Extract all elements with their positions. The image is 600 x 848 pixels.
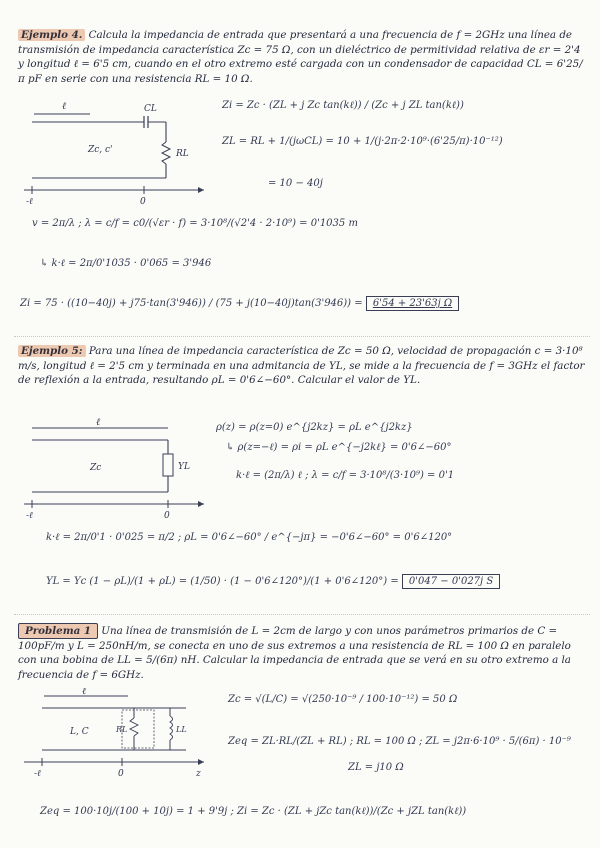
ex4-result-box: 6'54 + 23'63j Ω xyxy=(366,296,459,311)
ex5-length-label: ℓ xyxy=(96,418,101,428)
ex5-zc-label: Zc xyxy=(90,463,102,473)
example-4-label: Ejemplo 4. xyxy=(18,29,85,41)
prob1-z-axis-label: z xyxy=(196,769,201,779)
problem-1-circuit-diagram xyxy=(18,688,218,780)
ex5-admittance-expression: YL = Yc (1 − ρL)/(1 + ρL) = (1/50) · (1 − 0'6∠120°)/(1 + 0'6∠120°) xyxy=(46,576,388,587)
ex5-zero-label: 0 xyxy=(164,511,170,521)
example-4-circuit-diagram xyxy=(18,98,218,208)
example-5-text: Para una línea de impedancia característica de Zc = 50 Ω, velocidad de propagación c = 3·10⁸ m/s, longitud ℓ = 2'5 cm y terminada en una admitancia de YL, se mide a la frecuencia de f = 3GHz el factor de reflexión a la entrada, resultando ρL = 0'6∠−60°. Calcular el valor de YL. xyxy=(18,345,585,386)
ex4-zc-label: Zc, c' xyxy=(88,145,113,155)
ex4-cl-label: CL xyxy=(144,104,157,114)
prob1-zero-label: 0 xyxy=(118,769,124,779)
prob1-characteristic-impedance: Zc = √(L/C) = √(250·10⁻⁹ / 100·10⁻¹²) = 50 Ω xyxy=(228,694,458,705)
ex5-wavelength-formula: k·ℓ = (2π/λ) ℓ ; λ = c/f = 3·10⁸/(3·10⁹) = 0'1 xyxy=(236,470,455,481)
example-4-statement xyxy=(18,28,586,86)
ex4-wavelength-formula: v = 2π/λ ; λ = c/f = c0/(√εr · f) = 3·10⁸/(√2'4 · 2·10⁹) = 0'1035 m xyxy=(32,218,358,229)
ex5-yl-label: YL xyxy=(178,462,190,472)
ex4-load-impedance-formula: ZL = RL + 1/(jωCL) = 10 + 1/(j·2π·2·10⁹·(6'25/π)·10⁻¹²) xyxy=(222,136,503,147)
prob1-minus-l-label: -ℓ xyxy=(34,769,41,779)
ex4-input-impedance-formula: Zi = Zc · (ZL + j Zc tan(kℓ)) / (Zc + j ZL tan(kℓ)) xyxy=(222,100,464,111)
example-4-text: Calcula la impedancia de entrada que presentará a una frecuencia de f = 2GHz una línea de transmisión de impedancia característica Zc = 75 Ω, con un dieléctrico de permitividad relativa de εr = 2'4 y longitud ℓ = 6'5 cm, cuando en el otro extremo esté cargada con un condensador de capacidad CL = 6'25/π pF en serie con una resistencia RL = 10 Ω. xyxy=(18,29,583,85)
prob1-final-formulas: Zeq = 100·10j/(100 + 10j) = 1 + 9'9j ; Zi = Zc · (ZL + jZc tan(kℓ))/(Zc + jZL tan(kℓ)) xyxy=(40,806,467,817)
prob1-ll-label: LL xyxy=(176,725,187,734)
problem-1-text: Una línea de transmisión de L = 2cm de largo y con unos parámetros primarios de C = 100pF/m y L = 250nH/m, se conecta en uno de sus extremos a una resistencia de RL = 100 Ω en paralelo con una bobina de LL = 5/(6π) nH. Calcular la impedancia de entrada que se verá en su otro extremo a la frecuencia de f = 6GHz. xyxy=(18,625,571,681)
prob1-equivalent-impedance: Zeq = ZL·RL/(ZL + RL) ; RL = 100 Ω ; ZL = j2π·6·10⁹ · 5/(6π) · 10⁻⁹ xyxy=(228,736,571,747)
ex5-admittance-formula: YL = Yc (1 − ρL)/(1 + ρL) = (1/50) · (1 − 0'6∠120°)/(1 + 0'6∠120°) = 0'047 − 0'027j S xyxy=(46,576,500,587)
ex5-reflection-formula: ρ(z) = ρ(z=0) e^{j2kz} = ρL e^{j2kz} xyxy=(216,422,413,433)
prob1-rl-label: RL xyxy=(116,725,128,734)
ex4-rl-label: RL xyxy=(176,149,189,159)
example-5-statement xyxy=(18,344,586,388)
ex4-minus-l-label: -ℓ xyxy=(26,197,33,207)
ex5-input-reflection: ↳ ρ(z=−ℓ) = ρi = ρL e^{−j2kℓ} = 0'6∠−60° xyxy=(226,442,452,453)
prob1-length-label: ℓ xyxy=(82,688,87,697)
ex4-electrical-length: ↳ k·ℓ = 2π/0'1035 · 0'065 = 3'946 xyxy=(40,258,212,269)
ex4-final-expression: Zi = 75 · ((10−40j) + j75·tan(3'946)) / (75 + j(10−40j)tan(3'946)) xyxy=(20,298,352,309)
ex5-minus-l-label: -ℓ xyxy=(26,511,33,521)
ex4-zero-label: 0 xyxy=(140,197,146,207)
ex5-load-reflection: k·ℓ = 2π/0'1 · 0'025 = π/2 ; ρL = 0'6∠−60° / e^{−jπ} = −0'6∠−60° = 0'6∠120° xyxy=(46,532,453,543)
example-5-label: Ejemplo 5: xyxy=(18,345,86,357)
ex5-result-box: 0'047 − 0'027j S xyxy=(402,574,500,589)
problem-1-label: Problema 1 xyxy=(18,623,98,639)
ex4-load-impedance-value: = 10 − 40j xyxy=(268,178,323,189)
problem-1-statement xyxy=(18,624,586,682)
prob1-inductor-impedance: ZL = j10 Ω xyxy=(348,762,404,773)
prob1-lc-label: L, C xyxy=(70,727,89,737)
ex4-final-formula: Zi = 75 · ((10−40j) + j75·tan(3'946)) / (75 + j(10−40j)tan(3'946)) = 6'54 + 23'63j Ω xyxy=(20,298,459,309)
example-5-circuit-diagram xyxy=(18,418,218,526)
ex4-length-label: ℓ xyxy=(62,101,67,112)
